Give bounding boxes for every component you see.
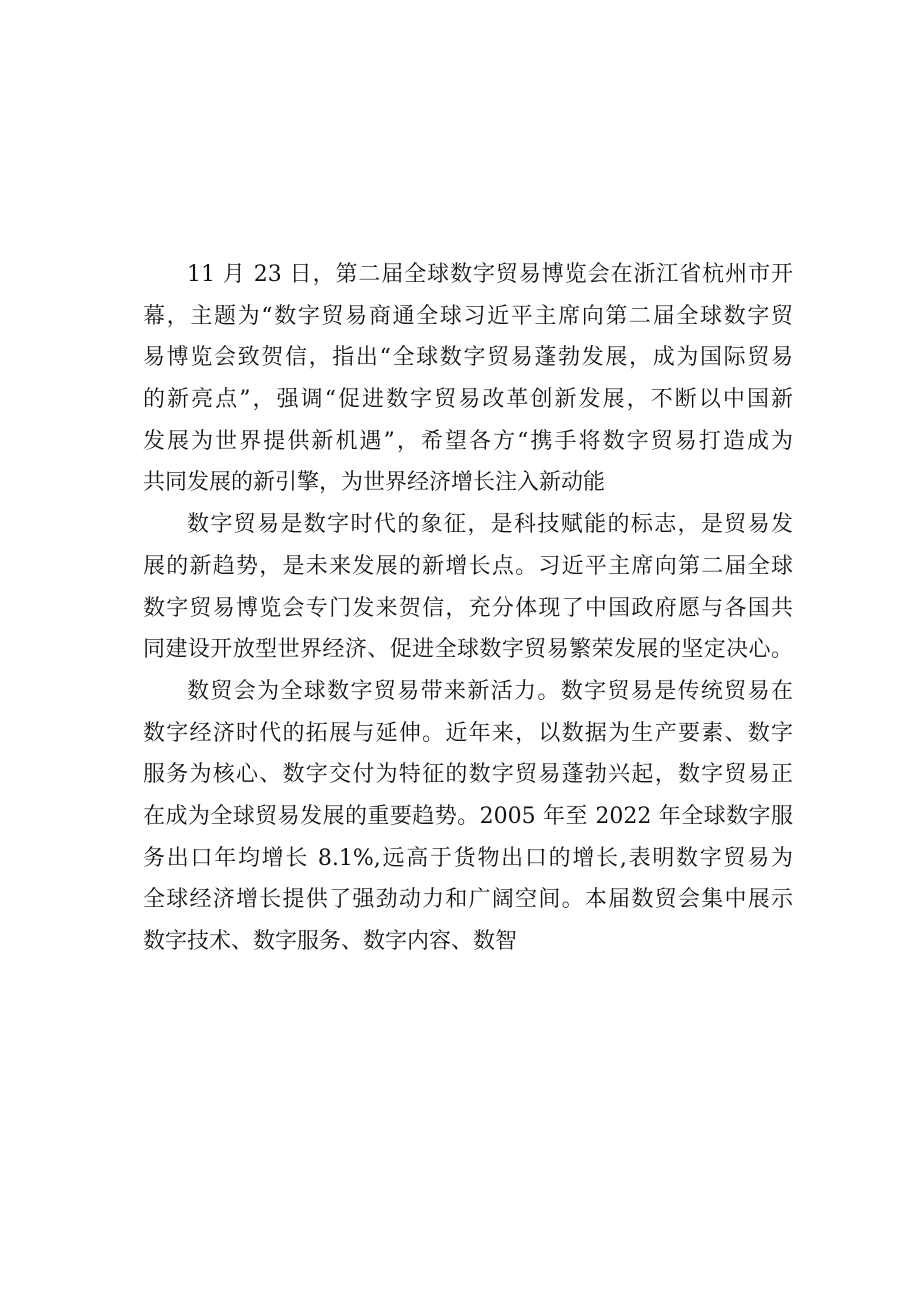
paragraph-line: 同建设开放型世界经济、促进全球数字贸易繁荣发展的坚定决心。 xyxy=(143,637,793,663)
paragraph-line: 幕，主题为“数字贸易商通全球习近平主席向第二届全球数字贸 xyxy=(143,303,793,329)
paragraph-line: 数字贸易是数字时代的象征，是科技赋能的标志，是贸易发 xyxy=(187,512,793,538)
paragraph-line: 11 月 23 日，第二届全球数字贸易博览会在浙江省杭州市开 xyxy=(187,262,793,287)
paragraph-line: 全球经济增长提供了强劲动力和广阔空间。本届数贸会集中展示 xyxy=(143,887,793,913)
paragraph-line: 展的新趋势，是未来发展的新增长点。习近平主席向第二届全球 xyxy=(143,553,793,579)
paragraph-line: 易博览会致贺信，指出“全球数字贸易蓬勃发展，成为国际贸易 xyxy=(143,345,793,371)
paragraph-line: 在成为全球贸易发展的重要趋势。2005 年至 2022 年全球数字服 xyxy=(143,803,793,829)
paragraph-3 xyxy=(143,671,793,963)
paragraph-line: 数贸会为全球数字贸易带来新活力。数字贸易是传统贸易在 xyxy=(187,678,793,704)
paragraph-2 xyxy=(143,504,793,671)
paragraph-line: 发展为世界提供新机遇”，希望各方“携手将数字贸易打造成为 xyxy=(143,428,793,454)
paragraph-line: 数字贸易博览会专门发来贺信，充分体现了中国政府愿与各国共 xyxy=(143,595,793,621)
paragraph-line: 务出口年均增长 8.1%,远高于货物出口的增长,表明数字贸易为 xyxy=(143,845,793,871)
article-body xyxy=(143,254,793,963)
paragraph-line: 的新亮点”，强调“促进数字贸易改革创新发展，不断以中国新 xyxy=(143,387,793,413)
paragraph-line: 数字经济时代的拓展与延伸。近年来，以数据为生产要素、数字 xyxy=(143,720,793,746)
paragraph-line: 服务为核心、数字交付为特征的数字贸易蓬勃兴起，数字贸易正 xyxy=(143,762,793,788)
paragraph-line: 数字技术、数字服务、数字内容、数智 xyxy=(143,929,518,954)
paragraph-1 xyxy=(143,254,793,504)
paragraph-line: 共同发展的新引擎，为世界经济增长注入新动能 xyxy=(143,470,606,496)
